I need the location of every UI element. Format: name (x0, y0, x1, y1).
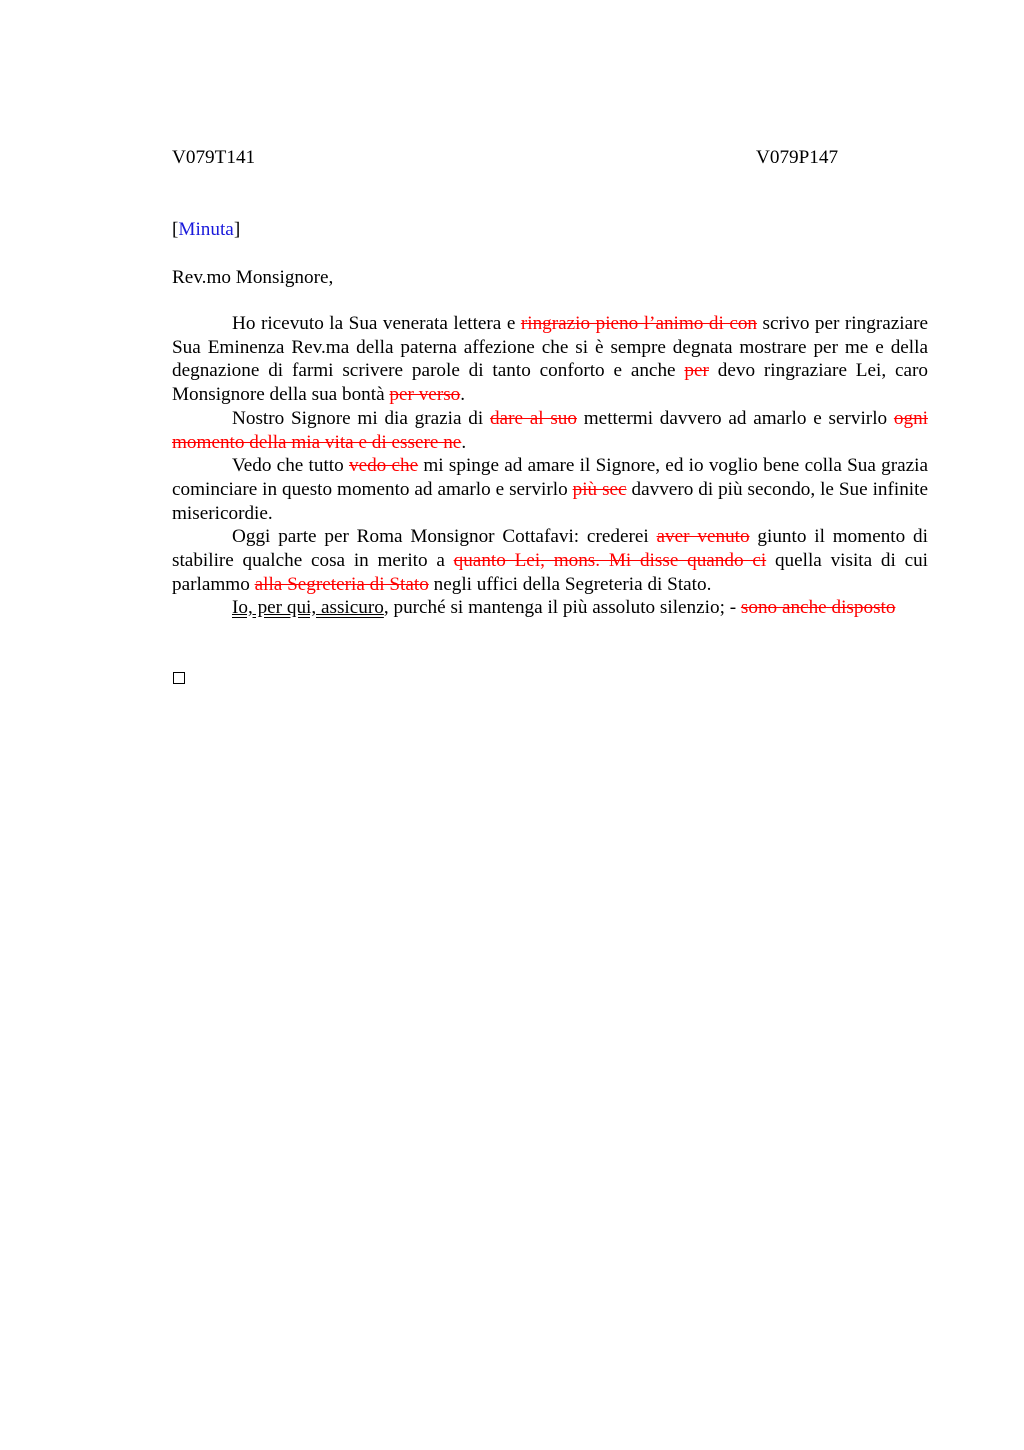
text-run: quella visita di cui parlammo (172, 550, 929, 595)
deleted-text: sono anche disposto (740, 597, 896, 619)
minuta-word: Minuta (178, 219, 234, 240)
deleted-text: più sec (572, 478, 627, 500)
text-run: mettermi davvero ad amarlo e servirlo (577, 407, 894, 429)
letter-body (172, 312, 928, 620)
deleted-text: dare al suo (489, 407, 577, 429)
text-run: . (460, 384, 466, 406)
text-run: Vedo che tutto (232, 455, 349, 477)
square-outline-icon (173, 672, 185, 684)
text-run: . (461, 431, 467, 453)
deleted-text: per (684, 360, 709, 382)
deleted-text: ogni momento della mia vita e di essere ne (172, 407, 928, 453)
text-run: scrivo per ringraziare Sua Eminenza Rev.ma della paterna affezione che si è sempre degnata mostrare per me e della degnazione di farmi scrivere parole di tanto conforto e anche (172, 313, 928, 382)
text-run: negli uffici della Segreteria di Stato. (428, 573, 712, 595)
text-run: giunto il momento di stabilire qualche cosa in merito a (172, 526, 928, 572)
deleted-text: alla Segreteria di Stato (254, 573, 429, 595)
paragraph-3 (172, 454, 928, 525)
paragraph-5 (172, 596, 928, 620)
paragraph-4 (172, 525, 928, 596)
deleted-text: quanto Lei, mons. Mi disse quando ci (453, 550, 767, 572)
text-run: Nostro Signore mi dia grazia di (232, 407, 490, 429)
text-run: Ho ricevuto la Sua venerata lettera e (232, 313, 521, 334)
document-code-right: V079P147 (756, 147, 839, 168)
paragraph-2 (172, 407, 928, 454)
deleted-text: per verso (389, 384, 461, 406)
document-code-left: V079T141 (172, 147, 256, 168)
text-run: , purché si mantenga il più assoluto silenzio; - (383, 597, 741, 619)
salutation: Rev.mo Monsignore, (172, 267, 334, 288)
double-underlined-text: Io, per qui, assicuro (232, 597, 384, 619)
minuta-open-bracket: [ (172, 219, 179, 240)
text-run: devo ringraziare Lei, caro Monsignore della sua bontà (172, 360, 929, 406)
deleted-text: vedo che (348, 455, 419, 477)
minuta-label (172, 218, 240, 242)
deleted-text: aver venuto (656, 526, 750, 548)
text-run: mi spinge ad amare il Signore, ed io voglio bene colla Sua grazia cominciare in questo momento ad amarlo e servirlo (172, 455, 928, 500)
text-run: Oggi parte per Roma Monsignor Cottafavi: crederei (232, 526, 657, 548)
minuta-close-bracket: ] (233, 219, 241, 240)
deleted-text: ringrazio pieno l’animo di con (520, 313, 758, 334)
text-run: davvero di più secondo, le Sue infinite misericordie. (172, 478, 928, 524)
paragraph-1 (172, 312, 928, 407)
